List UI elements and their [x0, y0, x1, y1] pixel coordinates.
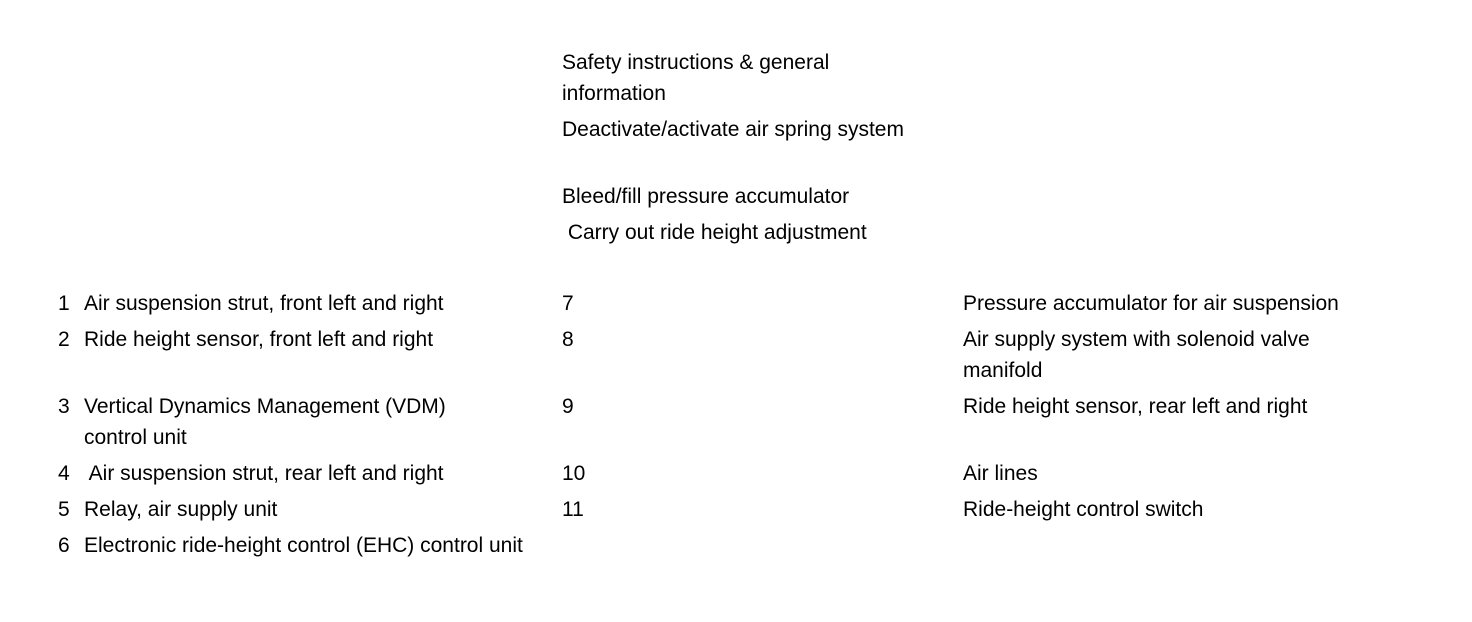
- legend-label: Air supply system with solenoid valve manifold: [963, 328, 1310, 382]
- legend-number: 11: [562, 498, 584, 521]
- legend-number: 7: [562, 292, 574, 315]
- legend-label: Vertical Dynamics Management (VDM) control unit: [84, 395, 446, 449]
- legend-label: Ride-height control switch: [963, 498, 1204, 521]
- legend-label: Pressure accumulator for air suspension: [963, 292, 1339, 315]
- legend-label: Relay, air supply unit: [84, 498, 278, 521]
- reference-ride-height-adjustment[interactable]: Carry out ride height adjustment: [562, 221, 867, 244]
- legend-number: 5: [58, 498, 70, 521]
- legend-number: 4: [58, 462, 70, 485]
- legend-number: 6: [58, 534, 70, 557]
- legend-number: 3: [58, 395, 70, 418]
- legend-number: 8: [562, 328, 574, 351]
- legend-label: Air lines: [963, 462, 1038, 485]
- legend-number: 10: [562, 462, 586, 485]
- reference-safety-instructions[interactable]: Safety instructions & general information: [562, 51, 830, 105]
- reference-deactivate-air-spring[interactable]: Deactivate/activate air spring system: [562, 118, 904, 141]
- legend-label: Electronic ride-height control (EHC) control unit: [84, 534, 523, 557]
- legend-label: Ride height sensor, rear left and right: [963, 395, 1308, 418]
- legend-number: 9: [562, 395, 574, 418]
- reference-bleed-fill-accumulator[interactable]: Bleed/fill pressure accumulator: [562, 185, 850, 208]
- legend-number: 1: [58, 292, 70, 315]
- legend-number: 2: [58, 328, 70, 351]
- legend-label: Ride height sensor, front left and right: [84, 328, 434, 351]
- legend-label: Air suspension strut, rear left and right: [84, 462, 444, 485]
- legend-label: Air suspension strut, front left and right: [84, 292, 444, 315]
